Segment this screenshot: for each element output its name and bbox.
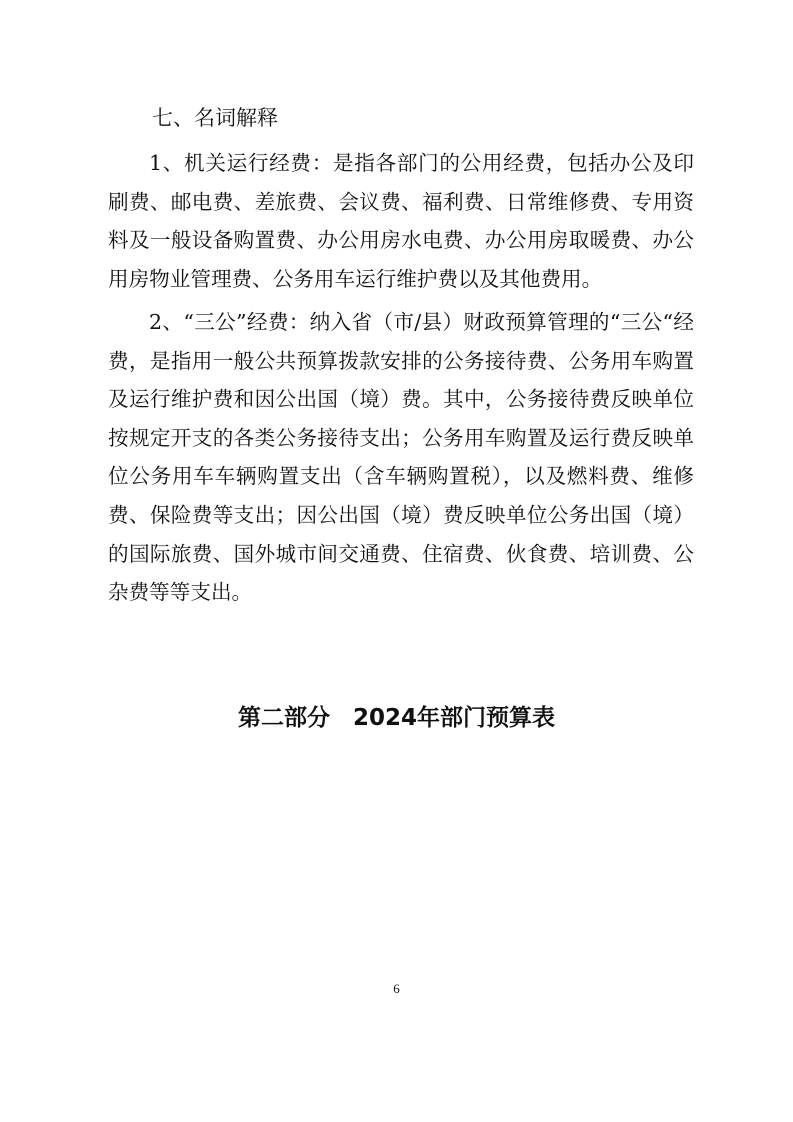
paragraph-three-public-expenses: 2、“三公”经费：纳入省（市/县）财政预算管理的“三公“经费，是指用一般公共预算拨款安排的公务接待费、公务用车购置及运行维护费和因公出国（境）费。其中，公务接待费反映单位按规定开支的各类公务接待支出；公务用车购置及运行费反映单位公务用车车辆购置支出（含车辆购置税），以及燃料费、维修费、保险费等支出；因公出国（境）费反映单位公务出国（境）的国际旅费、国外城市间交通费、住宿费、伙食费、培训费、公杂费等等支出。	[108, 310, 694, 605]
page-number: 6	[393, 981, 400, 996]
part-title: 第二部分 2024年部门预算表	[237, 705, 555, 731]
paragraph-operating-expenses: 1、机关运行经费：是指各部门的公用经费，包括办公及印刷费、邮电费、差旅费、会议费、福利费、日常维修费、专用资料及一般设备购置费、办公用房水电费、办公用房取暖费、办公用房物业管理费、公务用车运行维护费以及其他费用。	[108, 151, 694, 291]
section-heading: 七、名词解释	[152, 106, 278, 130]
